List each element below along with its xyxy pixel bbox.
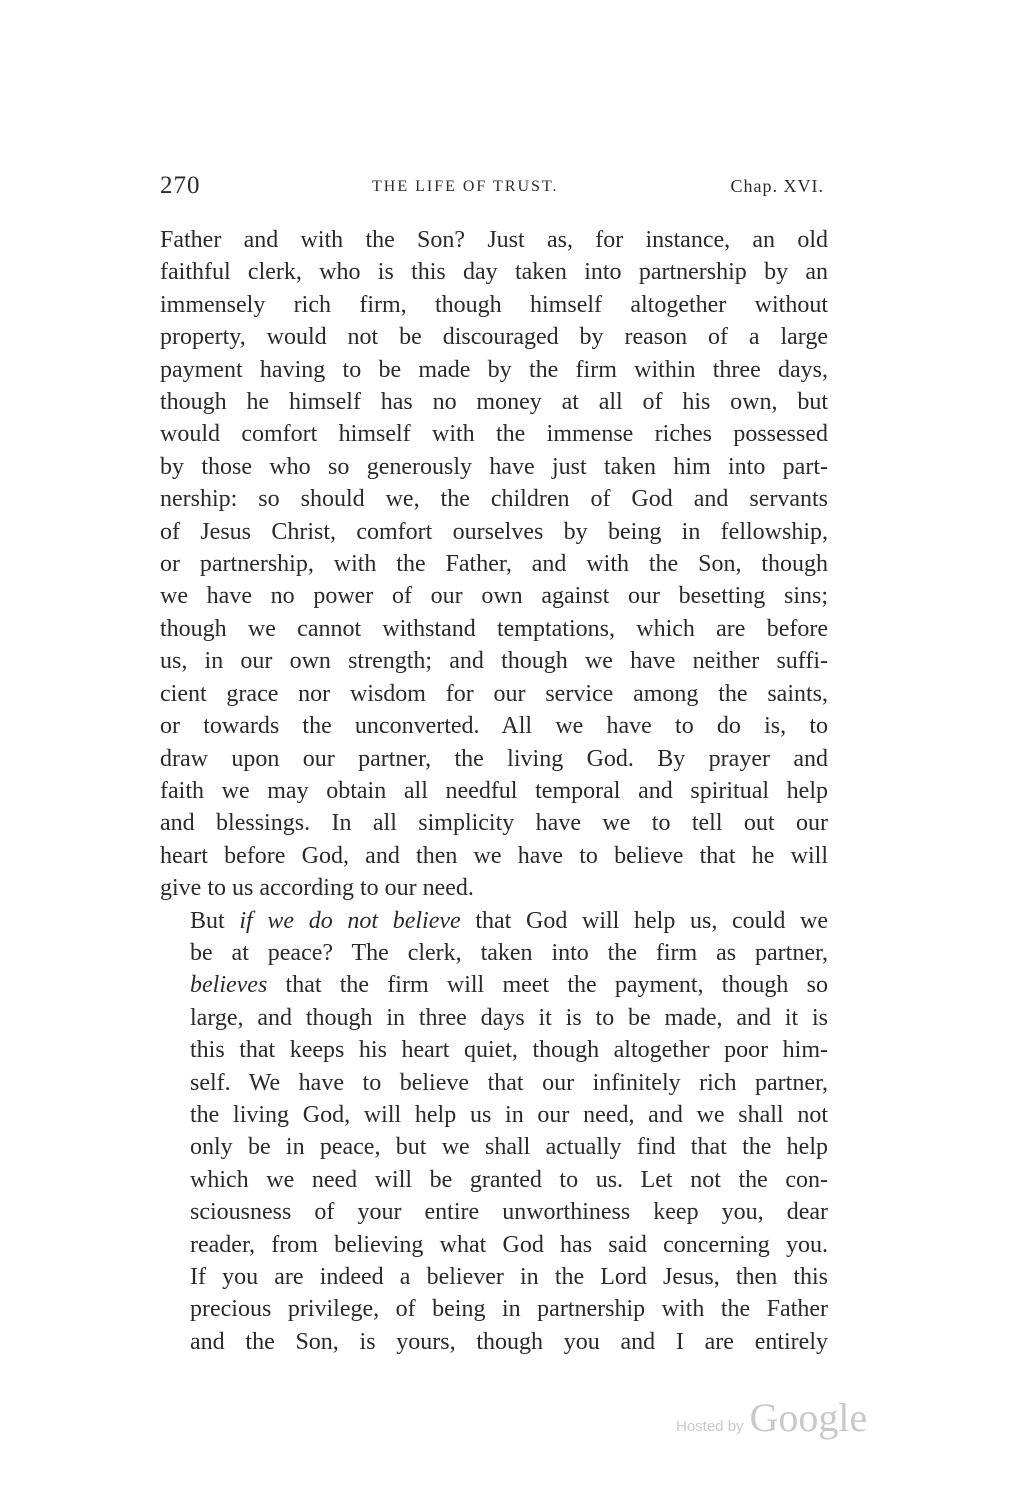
text-line: reader, from believing what God has said concerning you. [190, 1231, 828, 1258]
text-run: that the firm will meet the payment, though so [267, 972, 828, 999]
text-run: But [190, 907, 240, 934]
paragraph-2 [160, 905, 828, 1359]
text-line: self. We have to believe that our infinitely rich partner, [190, 1069, 828, 1096]
text-line: sciousness of your entire unworthiness keep you, dear [190, 1199, 828, 1226]
text-line: nership: so should we, the children of God and servants [160, 486, 828, 513]
paragraph-1 [160, 224, 828, 905]
text-line: by those who so generously have just taken him into part- [160, 453, 828, 480]
text-line: immensely rich firm, though himself altogether without [160, 291, 828, 318]
text-line: or towards the unconverted. All we have to do is, to [160, 713, 828, 740]
text-line: us, in our own strength; and though we have neither suffi- [160, 648, 828, 675]
text-line: be at peace? The clerk, taken into the firm as partner, [190, 939, 828, 966]
text-line [160, 905, 828, 937]
text-line: faithful clerk, who is this day taken into partnership by an [160, 259, 828, 286]
text-line: draw upon our partner, the living God. By prayer and [160, 745, 828, 772]
text-line: cient grace nor wisdom for our service among the saints, [160, 680, 828, 707]
text-line: large, and though in three days it is to be made, and it is [190, 1004, 828, 1031]
text-line: though we cannot withstand temptations, which are before [160, 615, 828, 642]
text-line: give to us according to our need. [160, 875, 474, 902]
text-line: of Jesus Christ, comfort ourselves by being in fellowship, [160, 518, 828, 545]
hosted-by-label: Hosted by [676, 1418, 744, 1435]
text-line: Father and with the Son? Just as, for instance, an old [160, 227, 828, 253]
running-header [160, 172, 828, 202]
text-line: heart before God, and then we have to believe that he will [160, 842, 828, 869]
text-line: If you are indeed a believer in the Lord Jesus, then this [190, 1264, 828, 1290]
text-line: which we need will be granted to us. Let not the con- [190, 1166, 828, 1193]
chapter-label: Chap. XVI. [730, 176, 824, 196]
book-title: THE LIFE OF TRUST. [372, 178, 559, 195]
text-line: though he himself has no money at all of his own, but [160, 389, 828, 416]
text-line: this that keeps his heart quiet, though altogether poor him- [190, 1037, 828, 1064]
italic-word: believes [190, 972, 268, 999]
page-number: 270 [160, 172, 201, 199]
text-line: faith we may obtain all needful temporal and spiritual help [160, 777, 828, 804]
google-logo: Google [749, 1395, 868, 1440]
text-line: would comfort himself with the immense riches possessed [160, 421, 828, 448]
text-line: the living God, will help us in our need, and we shall not [190, 1101, 828, 1128]
text-line: precious privilege, of being in partnership with the Father [190, 1296, 828, 1323]
text-run: that God will help us, could we [460, 907, 829, 934]
hosted-by-google-watermark [676, 1394, 867, 1444]
body-text [160, 224, 828, 1358]
text-line: and blessings. In all simplicity have we to tell out our [160, 810, 828, 837]
text-line: payment having to be made by the firm within three days, [160, 356, 828, 383]
text-line: property, would not be discouraged by reason of a large [160, 324, 828, 351]
text-line [160, 969, 828, 1001]
text-line: or partnership, with the Father, and with the Son, though [160, 551, 828, 578]
text-line: and the Son, is yours, though you and I are entirely [190, 1328, 828, 1355]
text-line: we have no power of our own against our besetting sins; [160, 583, 828, 610]
text-line: only be in peace, but we shall actually find that the help [190, 1134, 828, 1161]
italic-phrase: if we do not believe [239, 907, 461, 934]
